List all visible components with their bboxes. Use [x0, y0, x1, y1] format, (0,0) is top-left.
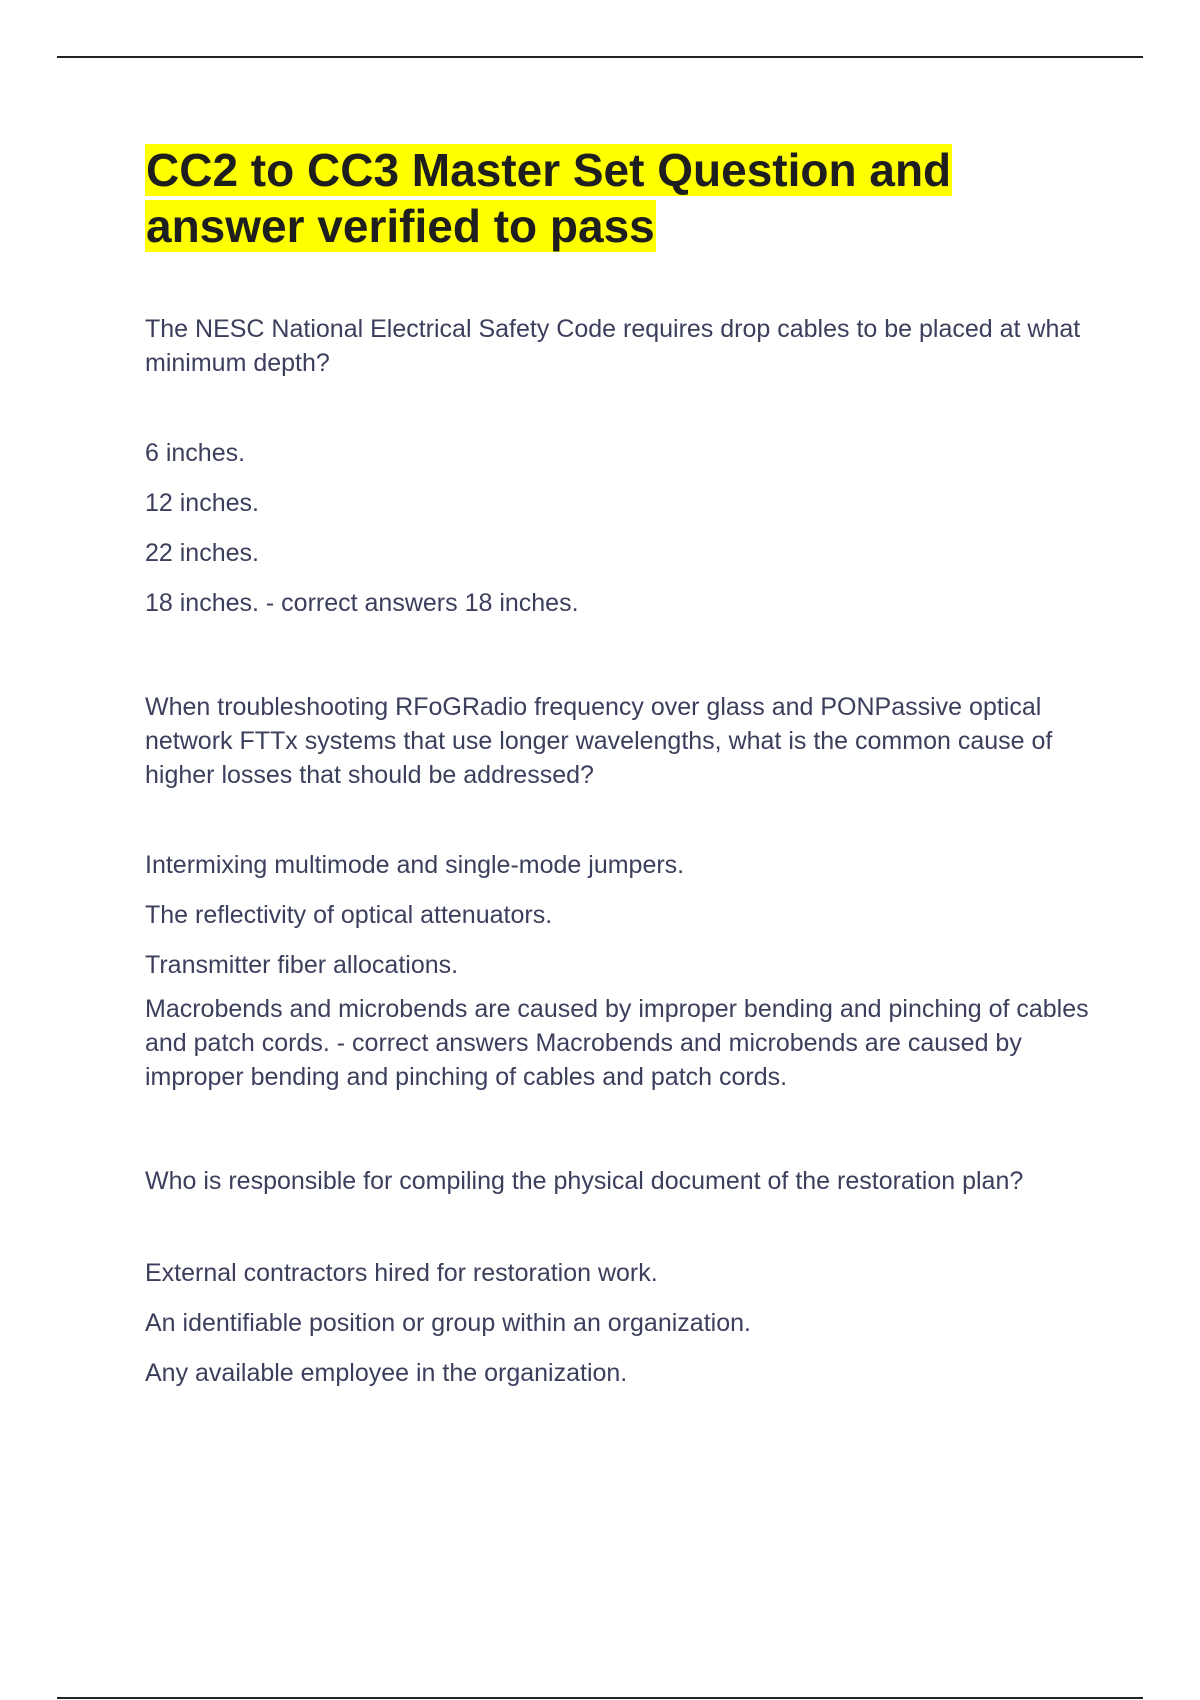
- question-1-option-b: 12 inches.: [145, 489, 259, 517]
- bottom-rule: [57, 1697, 1143, 1699]
- question-2-option-b: The reflectivity of optical attenuators.: [145, 901, 553, 929]
- question-3-option-b: An identifiable position or group within an organization.: [145, 1309, 751, 1337]
- top-rule: [57, 56, 1143, 58]
- question-1-option-a: 6 inches.: [145, 439, 246, 467]
- title-highlight: CC2 to CC3 Master Set Question and answer verified to pass: [146, 144, 952, 252]
- question-1-option-c: 22 inches.: [145, 539, 259, 567]
- question-1-options: [145, 436, 1105, 620]
- question-3-option-a: External contractors hired for restoration work.: [145, 1259, 658, 1287]
- question-2: When troubleshooting RFoGRadio frequency over glass and PONPassive optical network FTTx systems that use longer wavelengths, what is the common cause of higher losses that should be addressed?: [145, 693, 1053, 789]
- document-title: [145, 142, 1105, 254]
- document-body: [145, 142, 1105, 1406]
- question-1: The NESC National Electrical Safety Code requires drop cables to be placed at what minimum depth?: [145, 315, 1081, 377]
- question-2-option-a: Intermixing multimode and single-mode jumpers.: [145, 851, 685, 879]
- question-2-options: [145, 848, 1105, 1094]
- question-2-option-c: Transmitter fiber allocations.: [145, 951, 459, 979]
- question-3-option-c: Any available employee in the organization.: [145, 1359, 628, 1387]
- question-3: Who is responsible for compiling the physical document of the restoration plan?: [145, 1167, 1024, 1195]
- question-1-option-d: 18 inches. - correct answers 18 inches.: [145, 589, 579, 617]
- question-3-options: [145, 1256, 1105, 1390]
- question-2-option-d: Macrobends and microbends are caused by improper bending and pinching of cables and patch cords. - correct answers Macrobends and microbends are caused by improper bending and pinching of cables and patch cords.: [145, 995, 1089, 1091]
